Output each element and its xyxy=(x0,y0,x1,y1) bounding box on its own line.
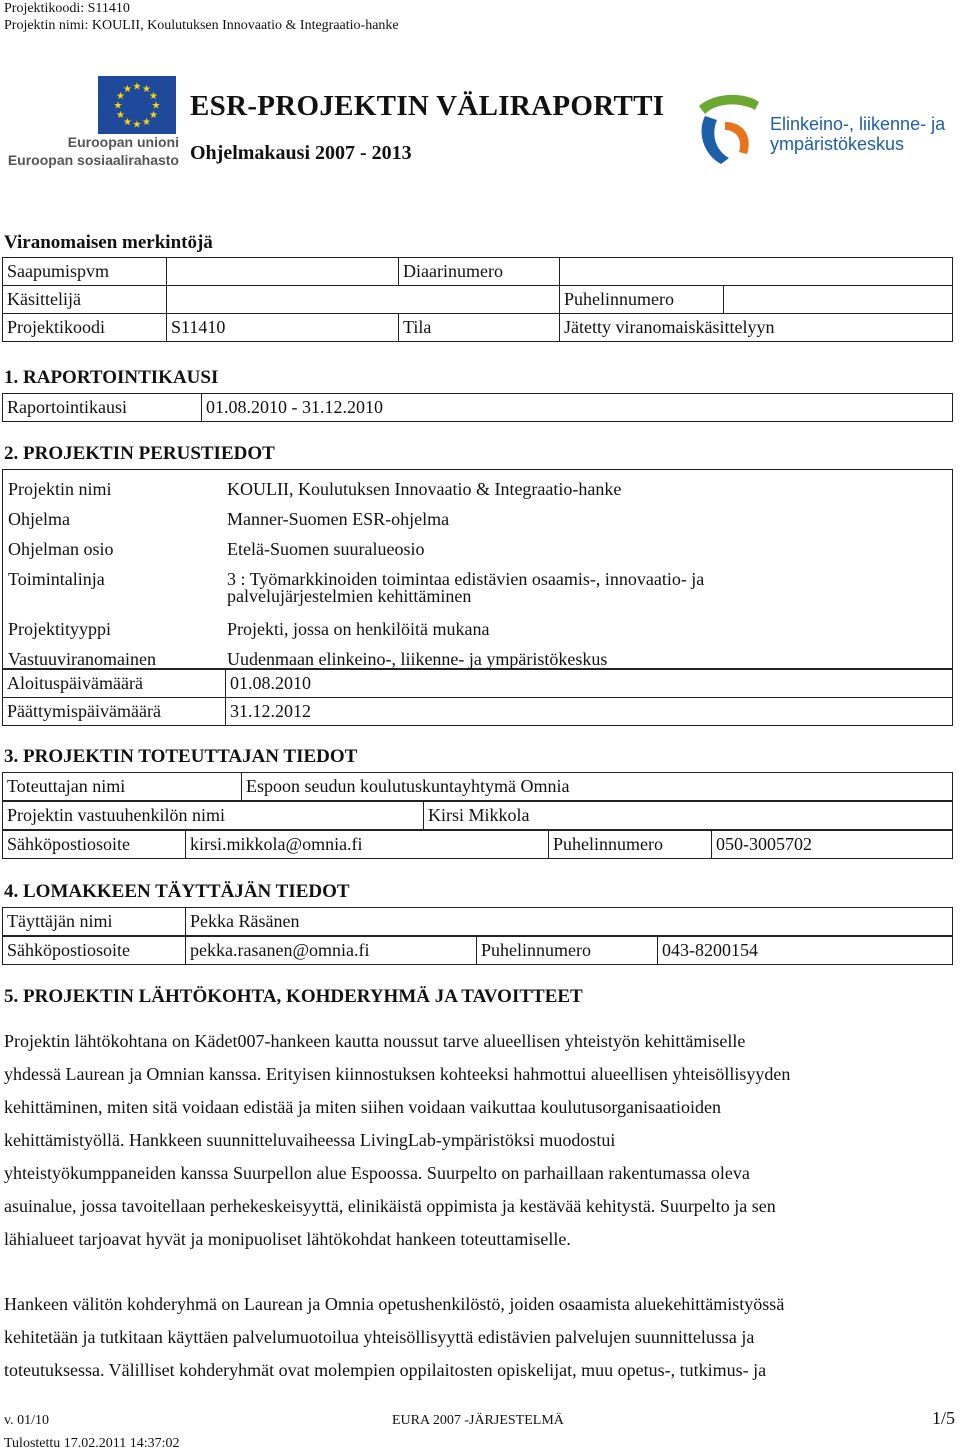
eu-logo-line1: Euroopan unioni xyxy=(67,134,179,150)
text-line: toteutuksessa. Välilliset kohderyhmät ovat molempien oppilaitosten opiskelijat, muu opetus-, tutkimus- ja xyxy=(4,1360,767,1380)
program-label: Ohjelma xyxy=(8,509,70,529)
eu-star-icon: ★ xyxy=(142,116,151,128)
section4-title: 4. LOMAKKEEN TÄYTTÄJÄN TIEDOT xyxy=(4,881,350,902)
action-line-value: 3 : Työmarkkinoiden toimintaa edistävien osaamis-, innovaatio- ja xyxy=(227,569,705,589)
project-name-value: KOULII, Koulutuksen Innovaatio & Integraatio-hanke xyxy=(227,479,622,499)
status-value: Jätetty viranomaiskäsittelyyn xyxy=(560,314,953,342)
responsible-person-label: Projektin vastuuhenkilön nimi xyxy=(3,802,424,830)
section5-paragraph-2 xyxy=(4,1288,959,1387)
header-project-name: Projektin nimi: KOULII, Koulutuksen Innovaatio & Integraatio-hanke xyxy=(4,18,399,33)
reporting-period-label: Raportointikausi xyxy=(3,394,202,422)
action-line-label: Toimintalinja xyxy=(8,569,105,589)
handler-label: Käsittelijä xyxy=(3,286,167,314)
project-code-value: S11410 xyxy=(167,314,399,342)
filler-name-value: Pekka Räsänen xyxy=(186,908,953,936)
section5-title: 5. PROJEKTIN LÄHTÖKOHTA, KOHDERYHMÄ JA TAVOITTEET xyxy=(4,986,583,1007)
implementer-phone-label: Puhelinnumero xyxy=(549,831,712,859)
program-part-label: Ohjelman osio xyxy=(8,539,114,559)
filler-table-1 xyxy=(2,907,953,936)
arrival-value xyxy=(167,258,399,286)
authority-title: Viranomaisen merkintöjä xyxy=(4,232,213,253)
eu-star-icon: ★ xyxy=(148,91,158,102)
arrival-label: Saapumispvm xyxy=(3,258,167,286)
period-subtitle: Ohjelmakausi 2007 - 2013 xyxy=(190,142,412,164)
program-part-value: Etelä-Suomen suuralueosio xyxy=(227,539,425,559)
eu-logo-line2: Euroopan sosiaalirahasto xyxy=(7,152,179,168)
report-title: ESR-PROJEKTIN VÄLIRAPORTTI xyxy=(190,90,665,122)
start-date-value: 01.08.2010 xyxy=(226,670,953,698)
filler-email-value: pekka.rasanen@omnia.fi xyxy=(186,937,477,965)
project-code-label: Projektikoodi xyxy=(3,314,167,342)
text-line: yhdessä Laurean ja Omnian kanssa. Erityisen kiinnostuksen kohteeksi hahmottui alueellisen yhteisöllisyyden xyxy=(4,1064,791,1084)
ely-logo xyxy=(695,92,957,172)
implementer-name-label: Toteuttajan nimi xyxy=(3,773,242,801)
implementer-email-label: Sähköpostiosoite xyxy=(3,831,186,859)
eu-star-icon: ★ xyxy=(132,81,142,93)
eu-star-icon: ★ xyxy=(132,119,142,131)
program-value: Manner-Suomen ESR-ohjelma xyxy=(227,509,450,529)
footer-version: v. 01/10 xyxy=(4,1413,49,1428)
filler-phone-label: Puhelinnumero xyxy=(477,937,658,965)
header-project-code: Projektikoodi: S11410 xyxy=(4,1,130,16)
implementer-email-value: kirsi.mikkola@omnia.fi xyxy=(186,831,549,859)
implementer-table-2 xyxy=(2,801,953,830)
implementer-phone-value: 050-3005702 xyxy=(712,831,953,859)
implementer-table-3 xyxy=(2,830,953,859)
responsible-authority-label: Vastuuviranomainen xyxy=(8,649,156,669)
text-line: asuinalue, jossa tavoitellaan perhekeskeisyyttä, elinikäistä oppimista ja kestävää kehitystä. Suurpelto ja sen xyxy=(4,1196,776,1216)
responsible-person-value: Kirsi Mikkola xyxy=(424,802,953,830)
text-line: Hankeen välitön kohderyhmä on Laurean ja Omnia opetushenkilöstö, joiden osaamista aluekehittämistyössä xyxy=(4,1294,785,1314)
text-line: yhteistyökumppaneiden kanssa Suurpellon alue Espoossa. Suurpelto on parhaillaan rakentumassa oleva xyxy=(4,1163,750,1183)
action-line-value-cont: palvelujärjestelmien kehittäminen xyxy=(227,586,472,606)
text-line: kehittämistyöllä. Hankkeen suunnitteluvaiheessa LivingLab-ympäristöksi muodostui xyxy=(4,1130,616,1150)
filler-table-2 xyxy=(2,936,953,965)
ely-logo-line2: ympäristökeskus xyxy=(770,134,905,154)
project-name-label: Projektin nimi xyxy=(8,479,112,499)
text-line: Projektin lähtökohtana on Kädet007-hankeen kautta noussut tarve alueellisen yhteistyön kehittämiselle xyxy=(4,1031,746,1051)
section5-paragraph-1 xyxy=(4,1025,959,1256)
authority-phone-label: Puhelinnumero xyxy=(560,286,724,314)
start-date-label: Aloituspäivämäärä xyxy=(3,670,226,698)
eu-flag-icon xyxy=(98,76,176,134)
eu-star-icon: ★ xyxy=(123,84,132,96)
eu-star-icon: ★ xyxy=(123,116,132,128)
eu-star-icon: ★ xyxy=(148,110,158,121)
reporting-period-value: 01.08.2010 - 31.12.2010 xyxy=(202,394,953,422)
implementer-name-value: Espoon seudun koulutuskuntayhtymä Omnia xyxy=(242,773,953,801)
end-date-value: 31.12.2012 xyxy=(226,698,953,726)
eu-star-icon: ★ xyxy=(116,110,126,121)
eu-star-icon: ★ xyxy=(142,84,151,96)
footer-page-number: 1/5 xyxy=(932,1408,956,1428)
text-line: kehittäminen, miten sitä voidaan edistää ja miten siihen voidaan vaikuttaa koulutusorganisaatioiden xyxy=(4,1097,721,1117)
project-type-value: Projekti, jossa on henkilöitä mukana xyxy=(227,619,490,639)
basic-info-labels xyxy=(8,474,156,674)
ely-logo-line1: Elinkeino-, liikenne- ja xyxy=(770,114,946,134)
ely-emblem-icon xyxy=(695,92,763,166)
filler-name-label: Täyttäjän nimi xyxy=(3,908,186,936)
reporting-period-table xyxy=(2,393,953,422)
authority-phone-value xyxy=(724,286,953,314)
eu-logo xyxy=(4,74,179,174)
footer-printed: Tulostettu 17.02.2011 14:37:02 xyxy=(4,1436,180,1451)
filler-phone-value: 043-8200154 xyxy=(658,937,953,965)
text-line: lähialueet tarjoavat hyvät ja monipuoliset lähtökohdat hankeen toteuttamiselle. xyxy=(4,1229,571,1249)
authority-table xyxy=(2,257,953,342)
section2-title: 2. PROJEKTIN PERUSTIEDOT xyxy=(4,443,275,464)
section3-title: 3. PROJEKTIN TOTEUTTAJAN TIEDOT xyxy=(4,746,358,767)
diary-label: Diaarinumero xyxy=(399,258,560,286)
eu-star-icon: ★ xyxy=(151,100,161,112)
basic-info-values xyxy=(227,474,704,674)
eu-star-icon: ★ xyxy=(113,100,123,112)
end-date-label: Päättymispäivämäärä xyxy=(3,698,226,726)
project-type-label: Projektityyppi xyxy=(8,619,111,639)
responsible-authority-value: Uudenmaan elinkeino-, liikenne- ja ympäristökeskus xyxy=(227,649,608,669)
diary-value xyxy=(560,258,953,286)
section1-title: 1. RAPORTOINTIKAUSI xyxy=(4,367,219,388)
dates-table xyxy=(2,669,953,726)
handler-value xyxy=(167,286,560,314)
text-line: kehitetään ja tutkitaan käyttäen palvelumuotoilua yhteisöllisyyttä edistävien palvelujen suunnittelussa ja xyxy=(4,1327,755,1347)
status-label: Tila xyxy=(399,314,560,342)
implementer-table-1 xyxy=(2,772,953,801)
filler-email-label: Sähköpostiosoite xyxy=(3,937,186,965)
eu-star-icon: ★ xyxy=(116,91,126,102)
footer-system: EURA 2007 -JÄRJESTELMÄ xyxy=(392,1413,564,1428)
